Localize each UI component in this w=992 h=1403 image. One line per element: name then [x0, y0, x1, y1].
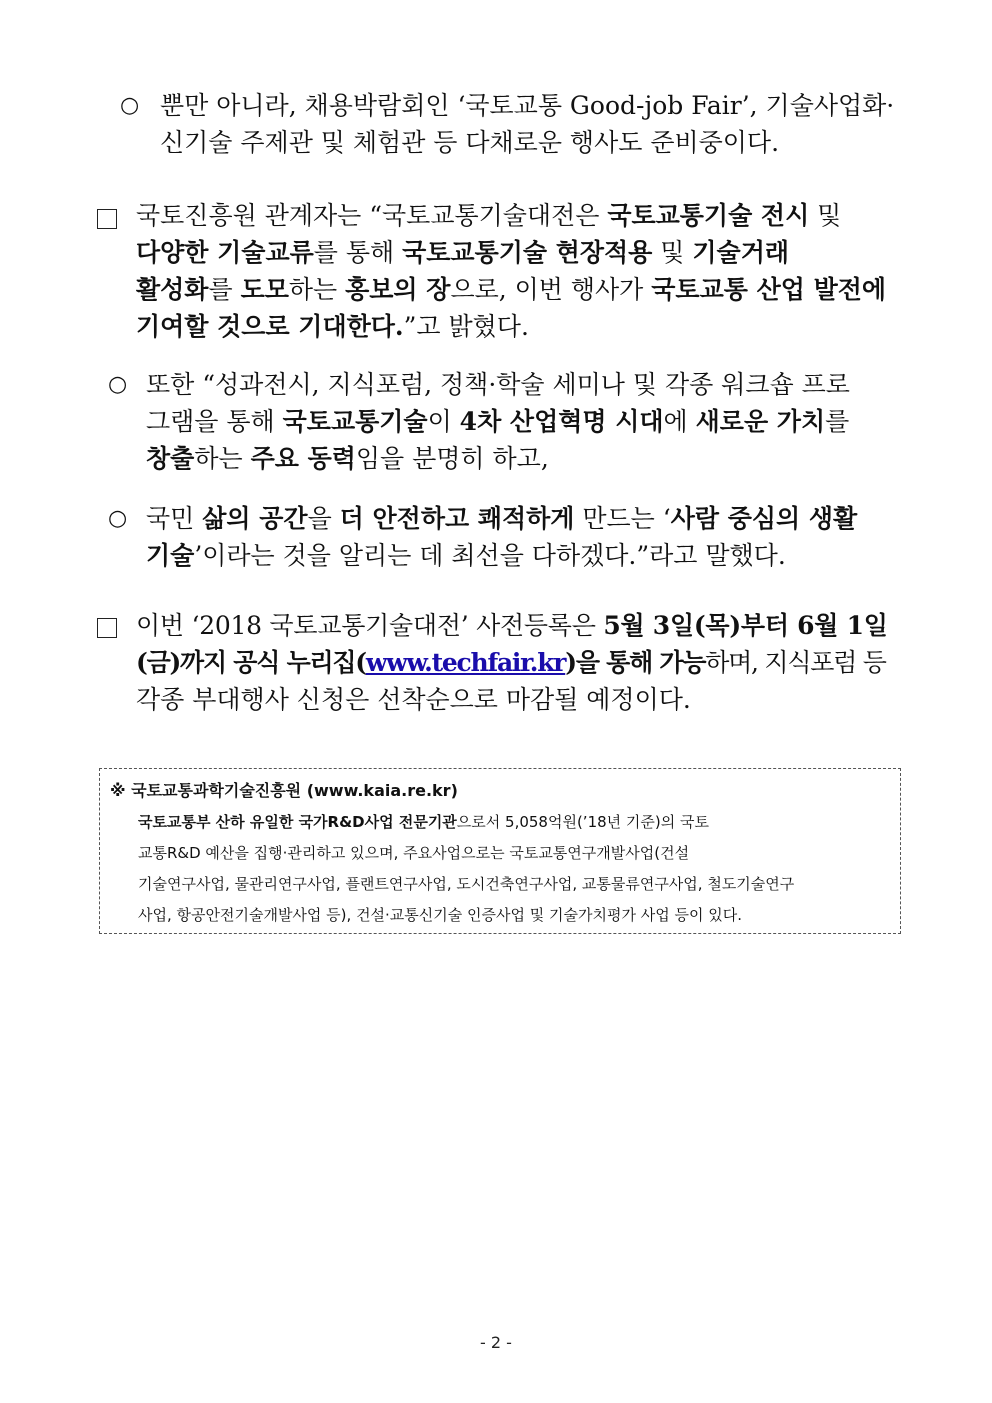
techfair-link[interactable]: www.techfair.kr: [365, 648, 566, 677]
paragraph-living-technology: [146, 500, 896, 574]
bold-text: 도모: [240, 275, 289, 304]
text-segment: 하는: [194, 444, 251, 473]
note-line: 기술연구사업, 물관리연구사업, 플랜트연구사업, 도시건축연구사업, 교통물류연구사업, 철도기술연구: [138, 875, 795, 893]
text-segment: 국토진흥원 관계자는 “국토교통기술대전은: [136, 201, 608, 230]
note-body: [138, 807, 890, 931]
paragraph-line: [136, 644, 896, 681]
text-segment: 하는: [288, 275, 346, 304]
bold-text: 더 안전하고 쾌적하게: [339, 504, 575, 533]
paragraph-line: 각종 부대행사 신청은 선착순으로 마감될 예정이다.: [136, 685, 691, 714]
bold-text: 창출: [146, 444, 195, 473]
checkbox-square-icon: [97, 209, 117, 229]
text-segment: 이번 ‘2018 국토교통기술대전’ 사전등록은: [136, 611, 604, 640]
circle-bullet-icon: ○: [108, 372, 128, 397]
page-number: - 2 -: [480, 1333, 512, 1352]
paragraph-forum-programs: [146, 366, 896, 477]
paragraph-line: [136, 197, 896, 234]
text-segment: 하며, 지식포럼 등: [705, 648, 886, 677]
text-segment: 임을 분명히 하고,: [355, 444, 549, 473]
text-segment: 를 통해: [313, 238, 403, 267]
text-segment: 이: [427, 407, 460, 436]
text-segment: ”고 밝혔다.: [403, 312, 529, 341]
bold-text: 국토교통 산업 발전에: [651, 275, 887, 304]
bold-text: 활성화: [136, 275, 209, 304]
bold-text: 다양한 기술교류: [136, 238, 314, 267]
bold-text: 국토교통기술 현장적용: [402, 238, 653, 267]
note-title: ※ 국토교통과학기술진흥원 (www.kaia.re.kr): [110, 781, 458, 800]
checkbox-square-icon: [97, 618, 117, 638]
paragraph-line: [136, 308, 896, 345]
bold-text: 국토교통기술 전시: [607, 201, 810, 230]
text-segment: 를: [825, 407, 850, 436]
bold-text: 삶의 공간: [202, 504, 308, 533]
text-segment: 국민: [146, 504, 203, 533]
bold-text: 기술거래: [692, 238, 789, 267]
paragraph-official-remarks: [136, 197, 896, 345]
circle-bullet-icon: ○: [120, 93, 140, 118]
paragraph-line: [136, 271, 896, 308]
bold-text: 국토교통기술: [282, 407, 428, 436]
text-segment: 를: [208, 275, 241, 304]
paragraph-line: [136, 234, 896, 271]
bold-text: 새로운 가치: [695, 407, 826, 436]
text-segment: 만드는 ‘: [574, 504, 671, 533]
text-segment: 으로, 이번 행사가: [450, 275, 652, 304]
text-segment: 에: [663, 407, 696, 436]
bold-text: 기술: [146, 541, 195, 570]
circle-bullet-icon: ○: [108, 506, 128, 531]
bold-text: 주요 동력: [250, 444, 356, 473]
paragraph-line: [146, 500, 896, 537]
note-line: [138, 807, 890, 838]
paragraph-line: 신기술 주제관 및 체험관 등 다채로운 행사도 준비중이다.: [160, 128, 780, 157]
text-segment: 그램을 통해: [146, 407, 283, 436]
paragraph-line: [146, 440, 896, 477]
note-line: 사업, 항공안전기술개발사업 등), 건설·교통신기술 인증사업 및 기술가치평가 사업 등이 있다.: [138, 906, 742, 924]
paragraph-line: [146, 537, 896, 574]
text-segment: 으로서 5,058억원(’18년 기준)의 국토: [456, 813, 709, 831]
paragraph-line: [136, 607, 896, 644]
note-line: 교통R&D 예산을 집행·관리하고 있으며, 주요사업으로는 국토교통연구개발사업(건설: [138, 844, 690, 862]
paragraph-line: [146, 403, 896, 440]
text-segment: 및: [652, 238, 693, 267]
bold-text: 사람 중심의 생활: [670, 504, 858, 533]
paragraph-registration: [136, 607, 896, 718]
kaia-note-box: [99, 768, 901, 934]
paragraph-line: 또한 “성과전시, 지식포럼, 정책·학술 세미나 및 각종 워크숍 프로: [146, 370, 850, 399]
text-segment: 을: [307, 504, 340, 533]
text-segment: ’이라는 것을 알리는 데 최선을 다하겠다.”라고 말했다.: [194, 541, 786, 570]
bold-text: 5월 3일(목)부터 6월 1일: [603, 611, 888, 640]
bold-text: 홍보의 장: [345, 275, 451, 304]
paragraph-job-fair: [160, 87, 896, 161]
bold-text: )을 통해 가능: [565, 648, 706, 677]
bold-text: 4차 산업혁명 시대: [459, 407, 664, 436]
text-segment: 및: [809, 201, 842, 230]
bold-text: 국토교통부 산하 유일한 국가R&D사업 전문기관: [138, 813, 457, 831]
bold-text: 기여할 것으로 기대한다.: [136, 312, 404, 341]
bold-text: (금)까지 공식 누리집(: [136, 648, 366, 677]
paragraph-line: 뿐만 아니라, 채용박람회인 ‘국토교통 Good-job Fair’, 기술사업화·: [160, 91, 895, 120]
